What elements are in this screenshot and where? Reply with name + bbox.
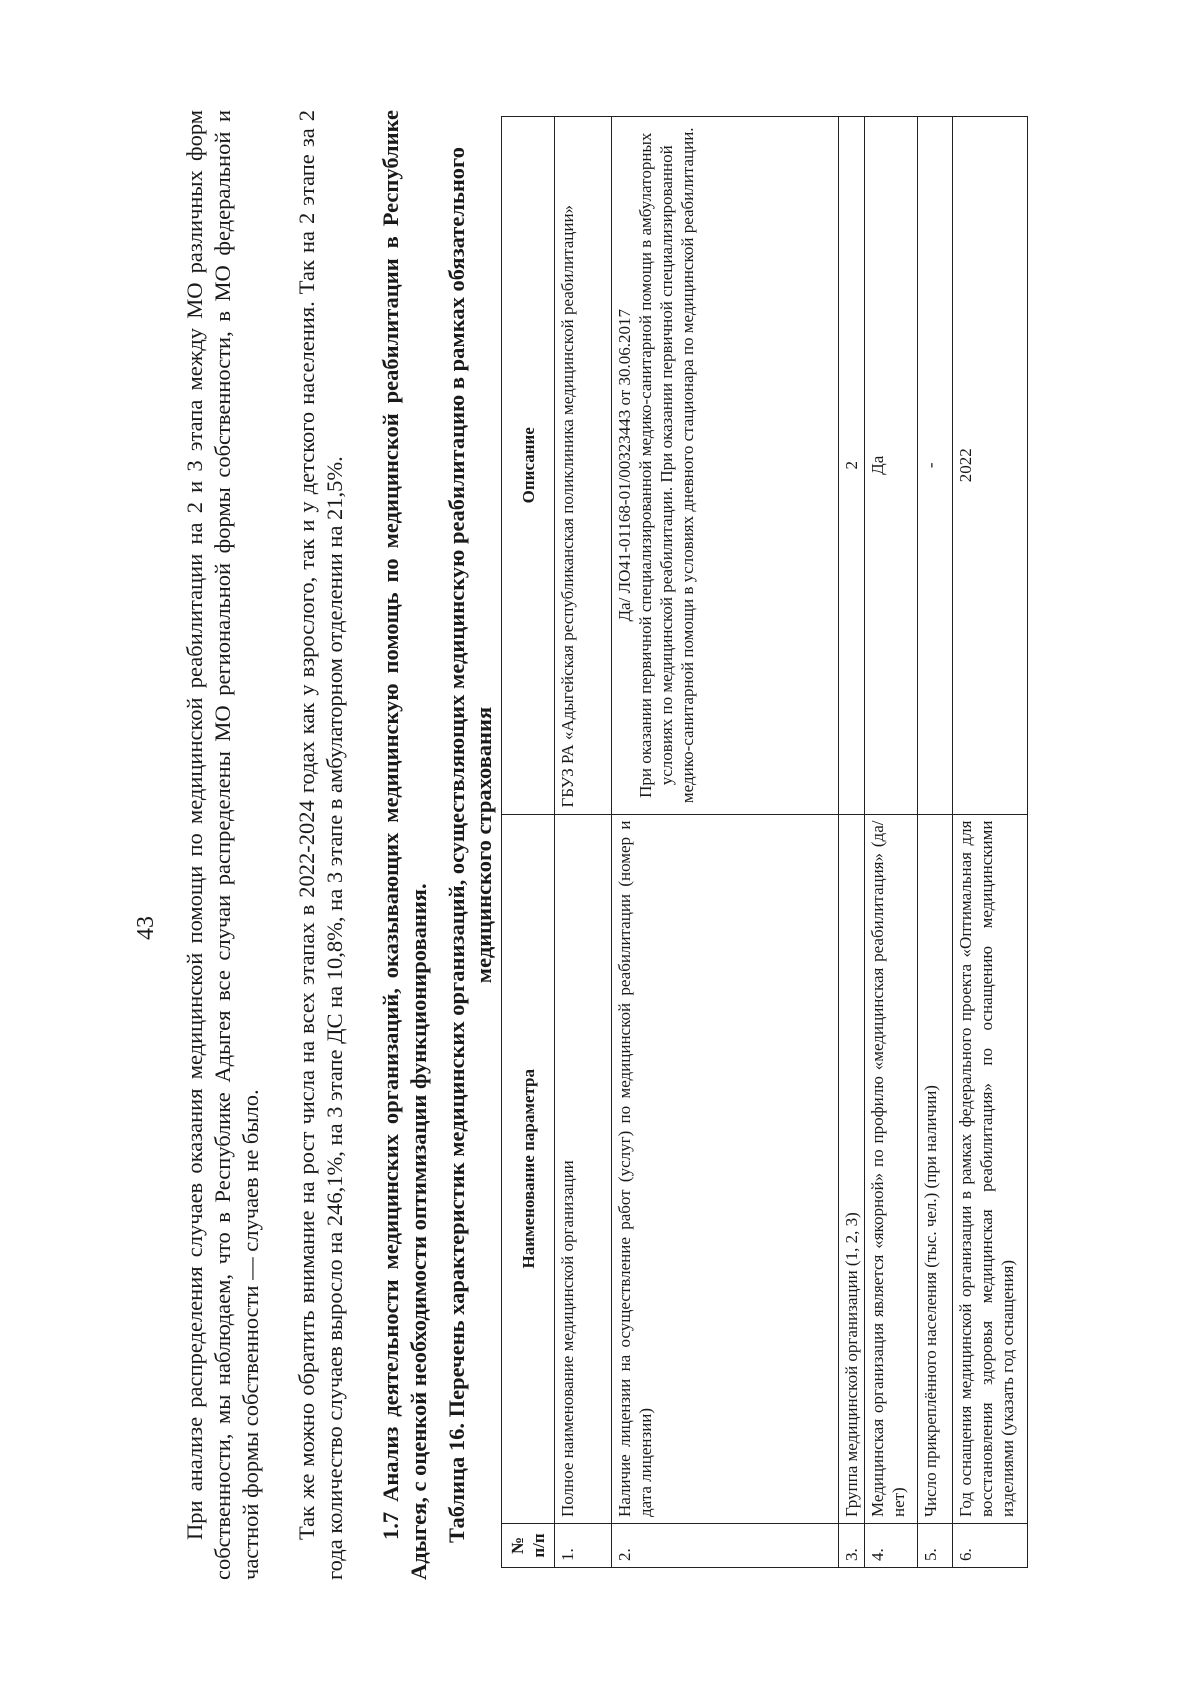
table-row [839,117,865,1568]
table-caption-text: Перечень характеристик медицинских организаций, осуществляющих медицинскую реабилитацию в рамках обязательного медицинского страхования [444,147,496,1418]
section-heading-1-7: 1.7 Анализ деятельности медицинских организаций, оказывающих медицинскую помощь по медицинской реабилитации в Республике Адыгея, с оценкой необходимости оптимизации функционирования. [378,110,431,1580]
row-name: Число прикреплённого населения (тыс. чел.) (при наличии) [918,814,953,1523]
paragraph-growth-analysis: Так же можно обратить внимание на рост числа на всех этапах в 2022-2024 годах как у взрослого, так и у детского населения. Так на 2 этапе за 2 года количество случаев выросло на 246,1%, на 3 этапе ДС на 10,8%, на 3 этапе в амбулаторном отделении на 21,5%. [294,110,347,1580]
row-num: 5. [918,1524,953,1568]
row-num: 1. [555,1524,612,1568]
paragraph-distribution-analysis: При анализе распределения случаев оказания медицинской помощи по медицинской реабилитации на 2 и 3 этапа между МО различных форм собственности, мы наблюдаем, что в Республике Адыгея все случаи распределены МО региональной формы собственности, в МО федеральной и частной формы собственности — случаев не было. [182,110,263,1580]
page-number: 43 [133,916,159,940]
table-caption [443,110,497,1580]
row-name: Группа медицинской организации (1, 2, 3) [839,814,865,1523]
row-name: Медицинская организация является «якорной» по профилю «медицинская реабилитация» (да/нет) [865,814,918,1523]
row-num: 6. [953,1524,1028,1568]
row-name: Полное наименование медицинской организации [555,814,612,1523]
license-scope: При оказании первичной специализированной медико-санитарной помощи в амбулаторных условиях по медицинской реабилитации. При оказании первичной специализированной медико-санитарной помощи в условиях дневного стационара по медицинской реабилитации. [636,127,697,804]
characteristics-table [501,116,1028,1568]
row-desc: Да [865,117,918,815]
row-desc: ГБУЗ РА «Адыгейская республиканская поликлиника медицинской реабилитации» [555,117,612,815]
header-name: Наименование параметра [502,814,555,1523]
row-num: 4. [865,1524,918,1568]
table-row [555,117,612,1568]
row-name: Год оснащения медицинской организации в рамках федерального проекта «Оптимальная для восстановления здоровья медицинская реабилитация» по оснащению медицинскими изделиями (указать год оснащения) [953,814,1028,1523]
row-num: 2. [612,1524,839,1568]
rotated-page [125,110,1065,1580]
table-row [953,117,1028,1568]
table-row [865,117,918,1568]
header-desc: Описание [502,117,555,815]
row-num: 3. [839,1524,865,1568]
row-desc: 2022 [953,117,1028,815]
row-desc: 2 [839,117,865,815]
table-caption-label: Таблица 16. [444,1423,469,1543]
row-desc: - [918,117,953,815]
header-num: № п/п [502,1524,555,1568]
table-header-row [502,117,555,1568]
row-name: Наличие лицензии на осуществление работ (услуг) по медицинской реабилитации (номер и дата лицензии) [612,814,839,1523]
table-row [918,117,953,1568]
row-desc [612,117,839,815]
table-row [612,117,839,1568]
license-number: Да/ ЛО41-01168-01/00323443 от 30.06.2017 [615,309,634,622]
